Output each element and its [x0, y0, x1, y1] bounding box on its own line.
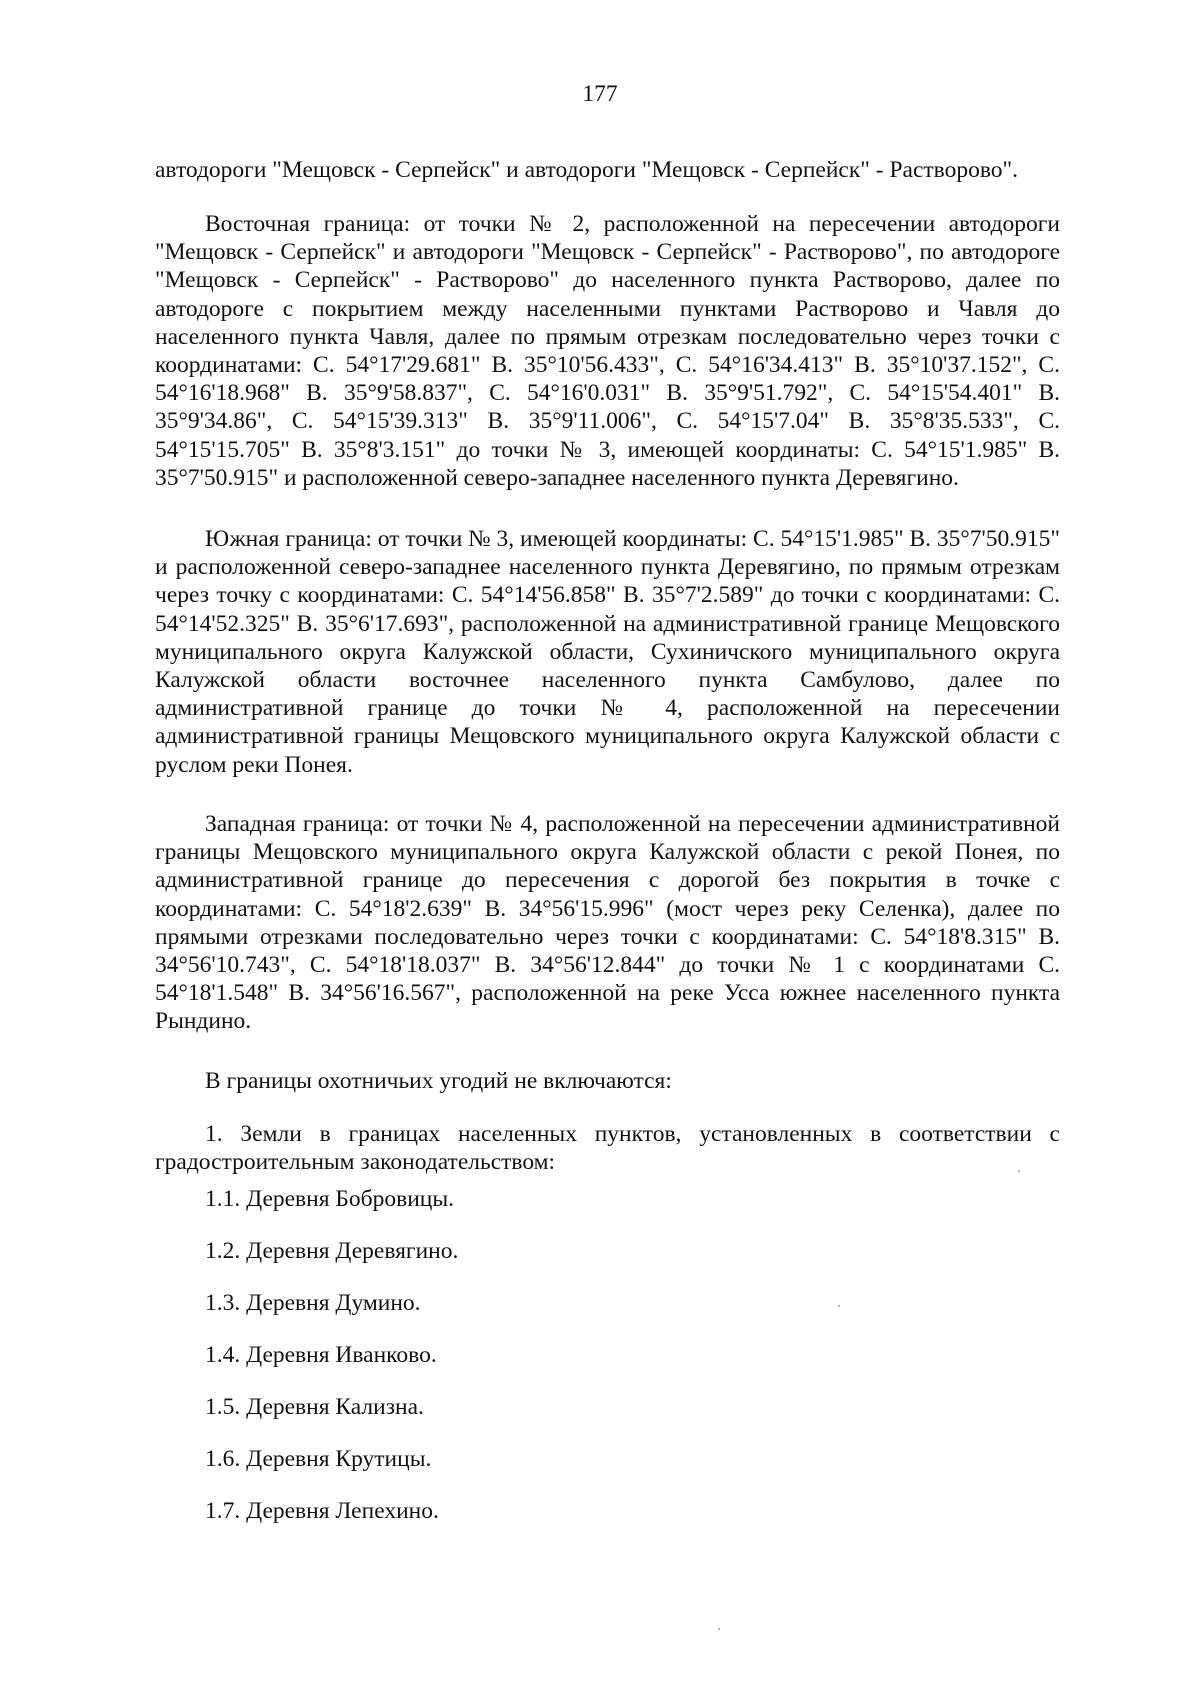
list-item: 1.5. Деревня Кализна.	[205, 1394, 424, 1420]
scan-speck	[838, 1305, 840, 1307]
list-item: 1.4. Деревня Иванково.	[205, 1342, 437, 1368]
south-border-paragraph: Южная граница: от точки № 3, имеющей координаты: С. 54°15'1.985" В. 35°7'50.915" и расположенной северо-западнее населенного пункта Деревягино, по прямым отрезкам через точку с координатами: С. 54°14'56.858" В. 35°7'2.589" до точки с координатами: С. 54°14'52.325" В. 35°6'17.693", расположенной на административной границе Мещовского муниципального округа Калужской области, Сухиничского муниципального округа Калужской области восточнее населенного пункта Самбулово, далее по административной границе до точки № 4, расположенной на пересечении административной границы Мещовского муниципального округа Калужской области с руслом реки Понея.	[155, 526, 1060, 778]
list-item: 1.6. Деревня Крутицы.	[205, 1446, 432, 1472]
west-border-paragraph: Западная граница: от точки № 4, расположенной на пересечении административной границы Мещовского муниципального округа Калужской области с рекой Понея, по административной границе до пересечения с дорогой без покрытия в точке с координатами: С. 54°18'2.639" В. 34°56'15.996" (мост через реку Селенка), далее по прямыми отрезками последовательно через точки с координатами: С. 54°18'8.315" В. 34°56'10.743", С. 54°18'18.037" В. 34°56'12.844" до точки № 1 с координатами С. 54°18'1.548" В. 34°56'16.567", расположенной на реке Усса южнее населенного пункта Рындино.	[155, 811, 1060, 1035]
settlements-list	[205, 1185, 1005, 1549]
scan-speck	[1018, 1170, 1020, 1172]
east-border-paragraph: Восточная граница: от точки № 2, расположенной на пересечении автодороги "Мещовск - Серпейск" и автодороги "Мещовск - Серпейск" - Растворово", по автодороге "Мещовск - Серпейск" - Растворово" до населенного пункта Растворово, далее по автодороге с покрытием между населенными пунктами Растворово и Чавля до населенного пункта Чавля, далее по прямым отрезкам последовательно через точки с координатами: С. 54°17'29.681" В. 35°10'56.433", С. 54°16'34.413" В. 35°10'37.152", С. 54°16'18.968" В. 35°9'58.837", С. 54°16'0.031" В. 35°9'51.792", С. 54°15'54.401" В. 35°9'34.86", С. 54°15'39.313" В. 35°9'11.006", С. 54°15'7.04" В. 35°8'35.533", С. 54°15'15.705" В. 35°8'3.151" до точки № 3, имеющей координаты: С. 54°15'1.985" В. 35°7'50.915" и расположенной северо-западнее населенного пункта Деревягино.	[155, 211, 1060, 491]
item-1-block	[155, 1120, 1060, 1176]
list-item: 1.2. Деревня Деревягино.	[205, 1238, 459, 1264]
continuation-block	[155, 156, 1060, 184]
page-number: 177	[582, 81, 618, 107]
exclusions-block	[155, 1067, 1060, 1095]
west-border-block	[155, 810, 1060, 1036]
exclusions-intro: В границы охотничьих угодий не включаются:	[205, 1068, 672, 1094]
scan-speck	[718, 1628, 720, 1630]
item-1-paragraph: 1. Земли в границах населенных пунктов, установленных в соответствии с градостроительным законодательством:	[155, 1121, 1060, 1176]
list-item: 1.1. Деревня Бобровицы.	[205, 1186, 455, 1212]
list-item: 1.3. Деревня Думино.	[205, 1290, 421, 1316]
east-border-block	[155, 210, 1060, 492]
list-item: 1.7. Деревня Лепехино.	[205, 1498, 439, 1524]
continuation-paragraph: автодороги "Мещовск - Серпейск" и автодороги "Мещовск - Серпейск" - Растворово".	[155, 157, 1018, 183]
south-border-block	[155, 525, 1060, 779]
